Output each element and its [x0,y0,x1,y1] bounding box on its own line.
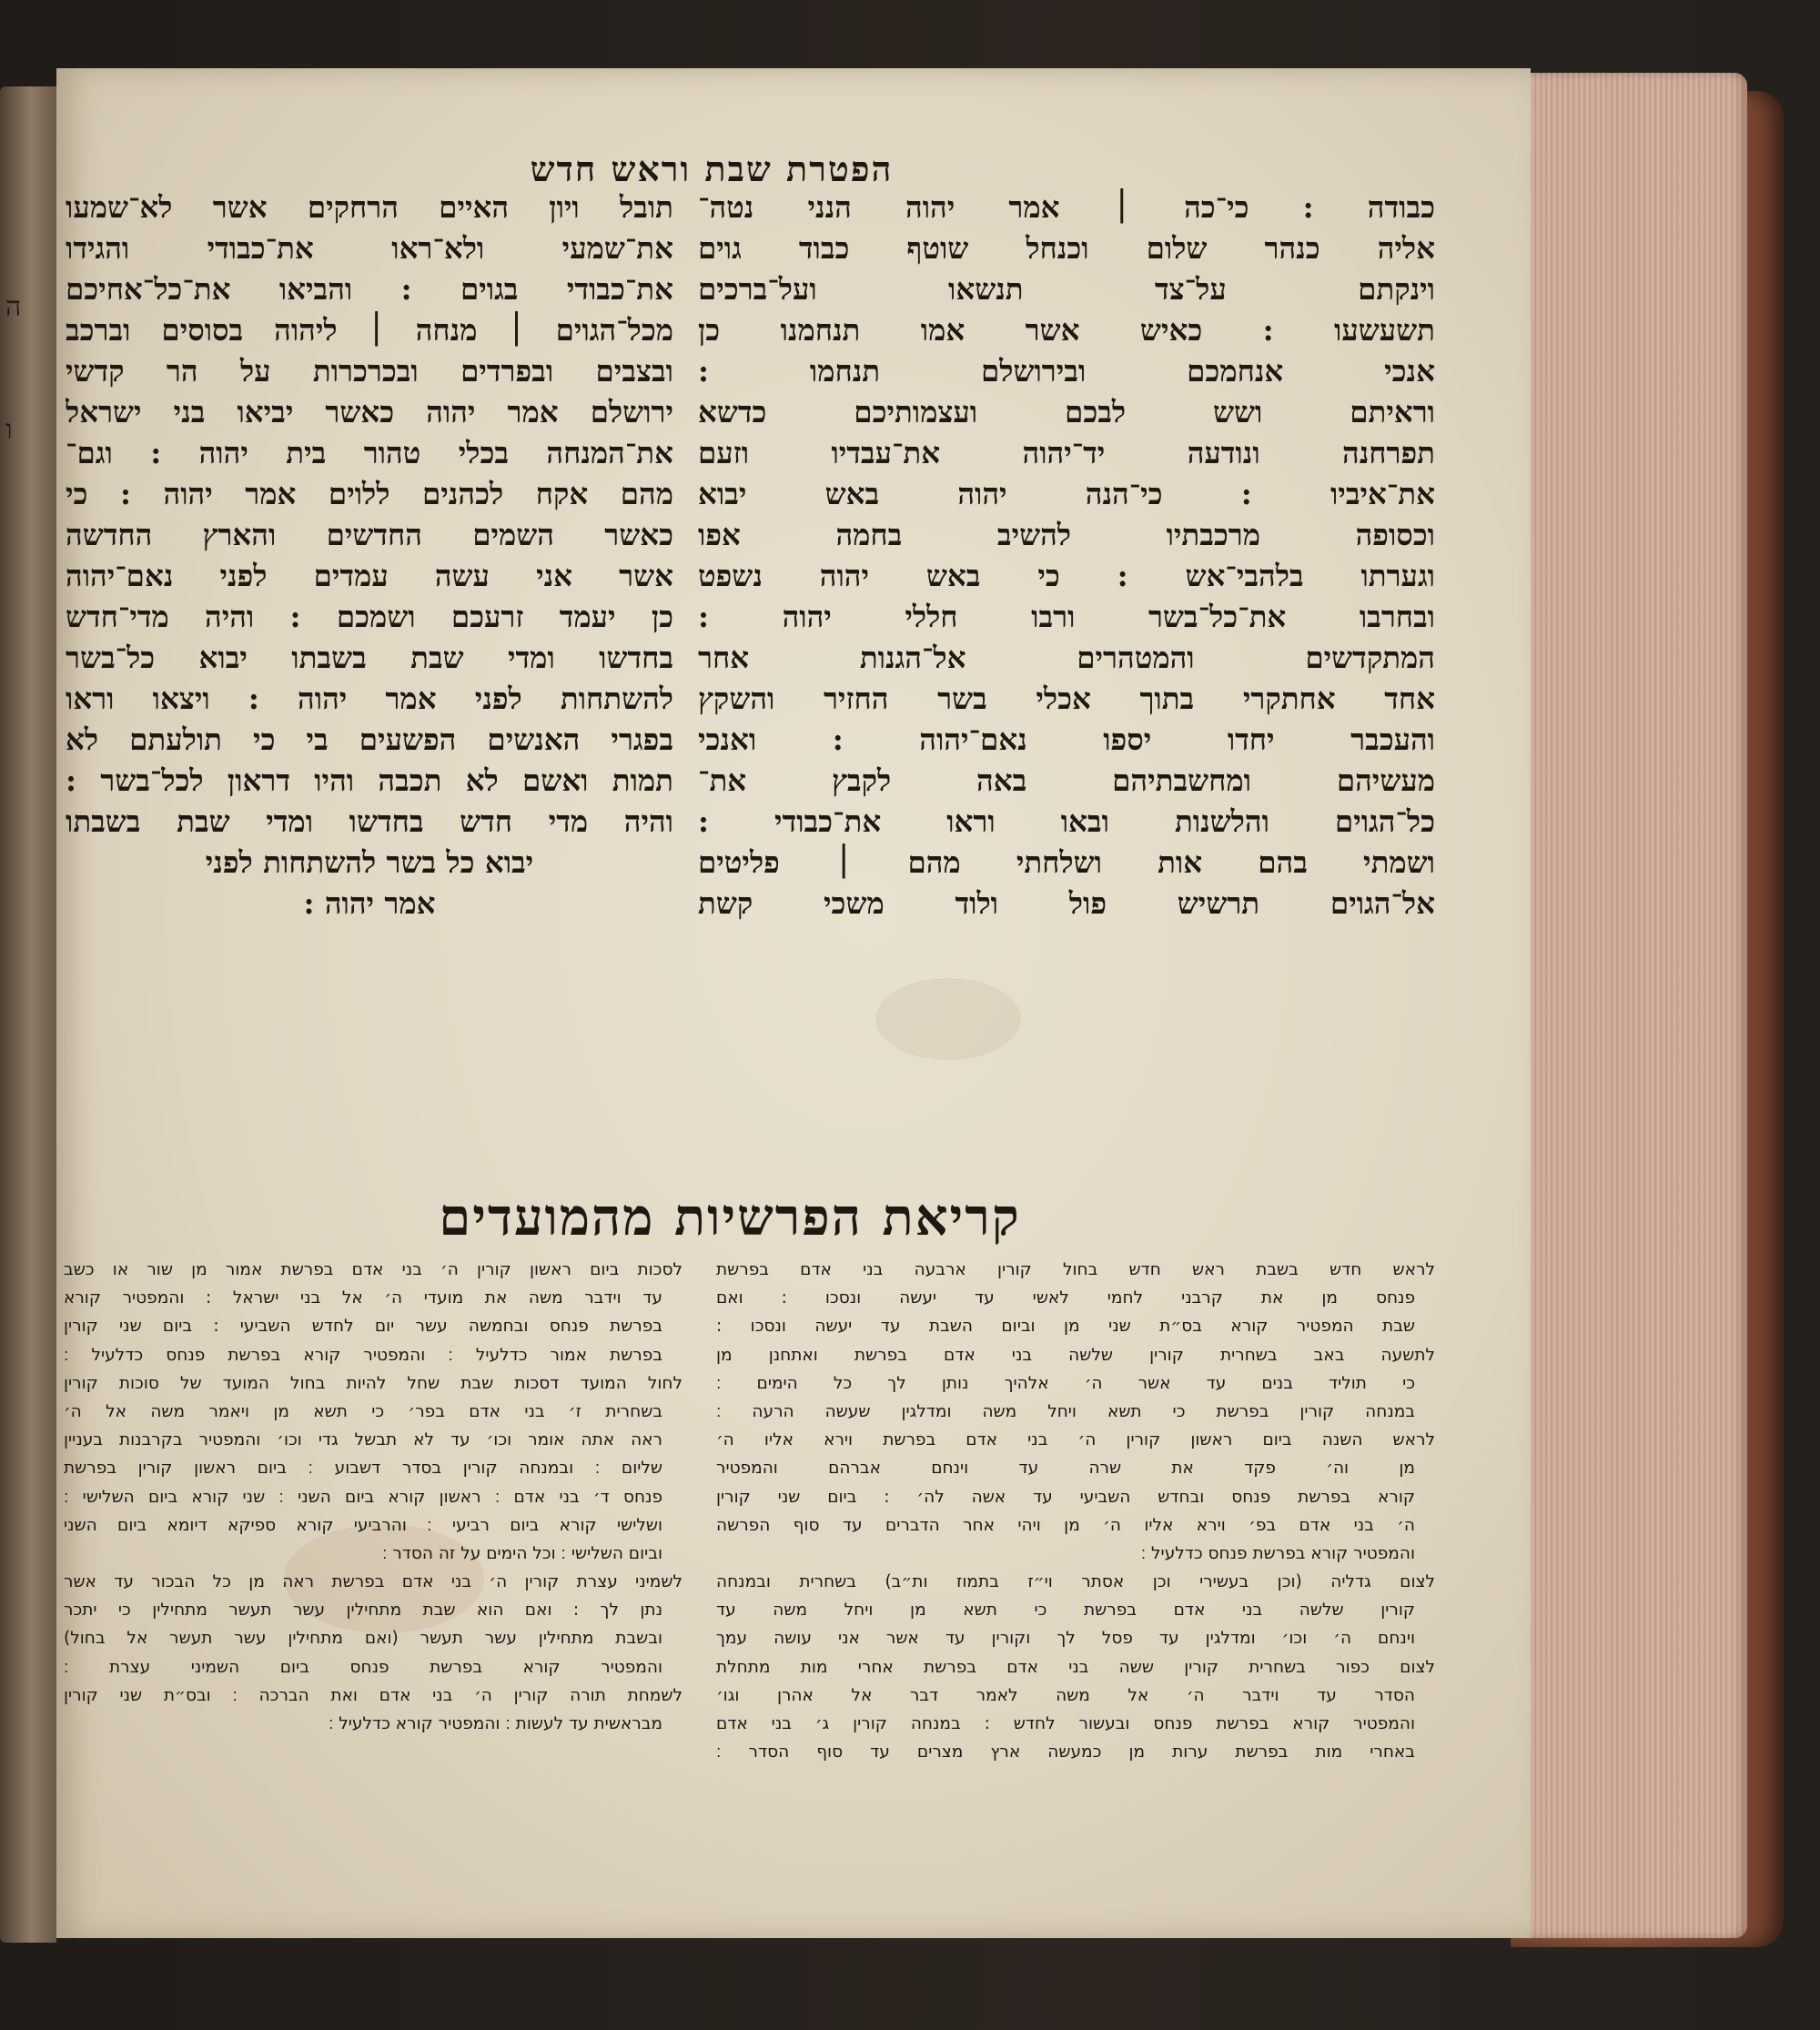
text-line: בפגרי האנשים הפשעים בי כי תולעתם לא [66,722,673,757]
text-line: אל־הגוים תרשיש פול ולוד משכי קשת [698,885,1435,921]
page-block-fore-edge [1515,73,1747,1938]
section-heading: קריאת הפרשיות מהמועדים [439,1187,1021,1247]
text-line: ושמתי בהם אות ושלחתי מהם ׀ פליטים [698,844,1435,880]
small-text-line: הסדר עד וידבר ה׳ אל משה לאמר דבר אל אהרן וגו׳ [716,1685,1415,1705]
small-text-line: לשמיני עצרת קורין ה׳ בני אדם בפרשת ראה מן כל הבכור עד אשר [64,1572,682,1592]
text-line: תמות ואשם לא תכבה והיו דראון לכל־בשר : [66,763,673,798]
left-edge-glyph: ו [5,414,13,446]
text-line: וגערתו בלהבי־אש : כי באש יהוה נשפט [698,558,1435,593]
small-text-line: בפרשת אמור כדלעיל ׃ והמפטיר קורא בפרשת פנחס כדלעיל ׃ [64,1345,662,1365]
text-line: את־כבודי בגוים : והביאו את־כל־אחיכם [66,271,673,307]
small-text-line: לצום כפור בשחרית קורין ששה בני אדם בפרשת אחרי מות מתחלת [716,1657,1435,1677]
small-text-line: קורא בפרשת פנחס ובחדש השביעי עד אשה לה׳ : ביום שני קורין [716,1487,1415,1507]
small-text-line: וינחם ה׳ וכו׳ ומדלגין עד פסל לך וקורין עד אשר אני עושה עמך [716,1629,1415,1649]
small-text-line: והמפטיר קורא בפרשת פנחס כדלעיל ׃ [1140,1543,1415,1563]
small-text-line: מבראשית עד לעשות ׃ והמפטיר קורא כדלעיל ׃ [328,1714,662,1733]
text-line: בחדשו ומדי שבת בשבתו יבוא כל־בשר [66,640,673,675]
text-line: אנכי אנחמכם ובירושלם תנחמו : [698,353,1435,389]
small-text-line: לראש השנה ביום ראשון קורין ה׳ בני אדם בפרשת וירא אליו ה׳ [716,1430,1435,1450]
small-text-line: במנחה קורין בפרשת כי תשא ויחל משה ומדלגין שעשה הרעה ׃ [716,1401,1415,1421]
running-head: הפטרת שבת וראש חדש [530,148,894,189]
text-line: את־המנחה בכלי טהור בית יהוה : וגם־ [66,435,673,470]
text-line: כבודה : כי־כה ׀ אמר יהוה הנני נטה־ [698,189,1435,225]
text-line: והעכבר יחדו יספו נאם־יהוה : ואנכי [698,722,1435,757]
text-line: כן יעמד זרעכם ושמכם : והיה מדי־חדש [66,599,673,634]
book-page [56,68,1531,1938]
small-text-line: לראש חדש בשבת ראש חדש בחול קורין ארבעה בני אדם בפרשת [716,1260,1435,1279]
text-line: וינקתם על־צד תנשאו ועל־ברכים [698,271,1435,307]
main-text-right-column [698,187,1435,924]
main-text-left-column [66,187,673,924]
text-line: ובצבים ובפרדים ובכרכרות על הר קדשי [66,353,673,389]
small-text-line: מן וה׳ פקד את שרה עד וינחם אברהם והמפטיר [716,1459,1415,1479]
small-text-line: לתשעה באב בשחרית קורין שלשה בני אדם בפרשת ואתחנן מן [716,1345,1435,1365]
text-line: תובל ויון האיים הרחקים אשר לא־שמעו [66,189,673,225]
text-line: את־שמעי ולא־ראו את־כבודי והגידו [66,230,673,266]
small-text-line: באחרי מות בפרשת ערות מן כמעשה ארץ מצרים עד סוף הסדר ׃ [716,1742,1415,1762]
left-page-edge [0,86,56,1943]
small-text-line: והמפטיר קורא בפרשת פנחס ובעשור לחדש : במנחה קורין ג׳ בני אדם [716,1714,1415,1733]
small-text-line: עד וידבר משה את מועדי ה׳ אל בני ישראל : והמפטיר קורא [64,1288,662,1308]
small-text-line: פנחס ד׳ בני אדם ׃ ראשון קורא ביום השני ׃ שני קורא ביום השלישי ׃ [64,1487,662,1507]
readings-right-column [716,1256,1435,1766]
text-line: יבוא כל בשר להשתחות לפני [205,844,534,880]
small-text-line: ושלישי קורא ביום רביעי ׃ והרביעי קורא ספיקא דיומא ביום השני [64,1515,662,1535]
text-line: את־איביו : כי־הנה יהוה באש יבוא [698,476,1435,511]
text-line: והיה מדי חדש בחדשו ומדי שבת בשבתו [66,803,673,839]
small-text-line: קורין שלשה בני אדם בפרשת כי תשא מן ויחל משה עד [716,1601,1415,1621]
small-text-line: לצום גדליה (וכן בעשירי וכן אסתר וי״ז בתמוז ות״ב) בשחרית ובמנחה [716,1572,1435,1592]
small-text-line: כי תוליד בנים עד אשר ה׳ אלהיך נותן לך כל הימים ׃ [716,1373,1415,1393]
text-line: כאשר השמים החדשים והארץ החדשה [66,517,673,552]
text-line: תשעשעו : כאיש אשר אמו תנחמנו כן [698,312,1435,348]
small-text-line: ראה אתה אומר וכו׳ עד לא תבשל גדי וכו׳ והמפטיר בקרבנות בעניין [64,1430,662,1450]
text-line: מעשיהם ומחשבתיהם באה לקבץ את־ [698,763,1435,798]
small-text-line: שבת המפטיר קורא בס״ת שני מן וביום השבת עד יעשה ונסכו : [716,1317,1415,1337]
small-text-line: לשמחת תורה קורין ה׳ בני אדם ואת הברכה ׃ ובס״ת שני קורין [64,1685,682,1705]
text-line: להשתחות לפני אמר יהוה : ויצאו וראו [66,681,673,716]
text-line: אחד אחתקרי בתוך אכלי בשר החזיר והשקץ [698,681,1435,716]
text-line: מהם אקח לכהנים ללוים אמר יהוה : כי [66,476,673,511]
readings-left-column [64,1256,682,1738]
text-line: ירושלם אמר יהוה כאשר יביאו בני ישראל [66,394,673,429]
text-line: אשר אני עשה עמדים לפני נאם־יהוה [66,558,673,593]
small-text-line: בפרשת פנחס ובחמשה עשר יום לחדש השביעי : ביום שני קורין [64,1317,662,1337]
text-line: תפרחנה ונודעה יד־יהוה את־עבדיו וזעם [698,435,1435,470]
small-text-line: נתן לך : ואם הוא שבת מתחילין עשר תעשר מתחילין כי יתכר [64,1601,662,1621]
text-line: כל־הגוים והלשנות ובאו וראו את־כבודי : [698,803,1435,839]
text-line: אליה כנהר שלום וכנחל שוטף כבוד גוים [698,230,1435,266]
small-text-line: לחול המועד דסכות שבת שחל להיות בחול המועד של סוכות קורין [64,1373,682,1393]
left-edge-glyph: ה [5,291,22,323]
small-text-line: שליום ׃ ובמנחה קורין בסדר דשבוע ׃ ביום ראשון קורין בפרשת [64,1459,662,1479]
small-text-line: ה׳ בני אדם בפ׳ וירא אליו ה׳ מן ויהי אחר הדברים עד סוף הפרשה [716,1515,1415,1535]
text-line: מכל־הגוים ׀ מנחה ׀ ליהוה בסוסים וברכב [66,312,673,348]
small-text-line: בשחרית ז׳ בני אדם בפר׳ כי תשא מן ויאמר משה אל ה׳ [64,1401,662,1421]
paper-stain [875,978,1021,1060]
text-line: וראיתם ושש לבכם ועצמותיכם כדשא [698,394,1435,429]
small-text-line: פנחס מן את קרבני לחמי לאשי עד יעשה ונסכו : ואם [716,1288,1415,1308]
small-text-line: לסכות ביום ראשון קורין ה׳ בני אדם בפרשת אמור מן שור או כשב [64,1260,682,1279]
small-text-line: והמפטיר קורא בפרשת פנחס ביום השמיני עצרת ׃ [64,1657,662,1677]
small-text-line: וביום השלישי ׃ וכל הימים על זה הסדר ׃ [382,1543,662,1563]
text-line: ובחרבו את־כל־בשר ורבו חללי יהוה : [698,599,1435,634]
text-line: וכסופה מרכבתיו להשיב בחמה אפו [698,517,1435,552]
text-line: אמר יהוה : [303,885,436,921]
text-line: המתקדשים והמטהרים אל־הגנות אחר [698,640,1435,675]
small-text-line: ובשבת מתחילין עשר תעשר (ואם מתחילין עשר תעשר אל בחול) [64,1629,662,1649]
